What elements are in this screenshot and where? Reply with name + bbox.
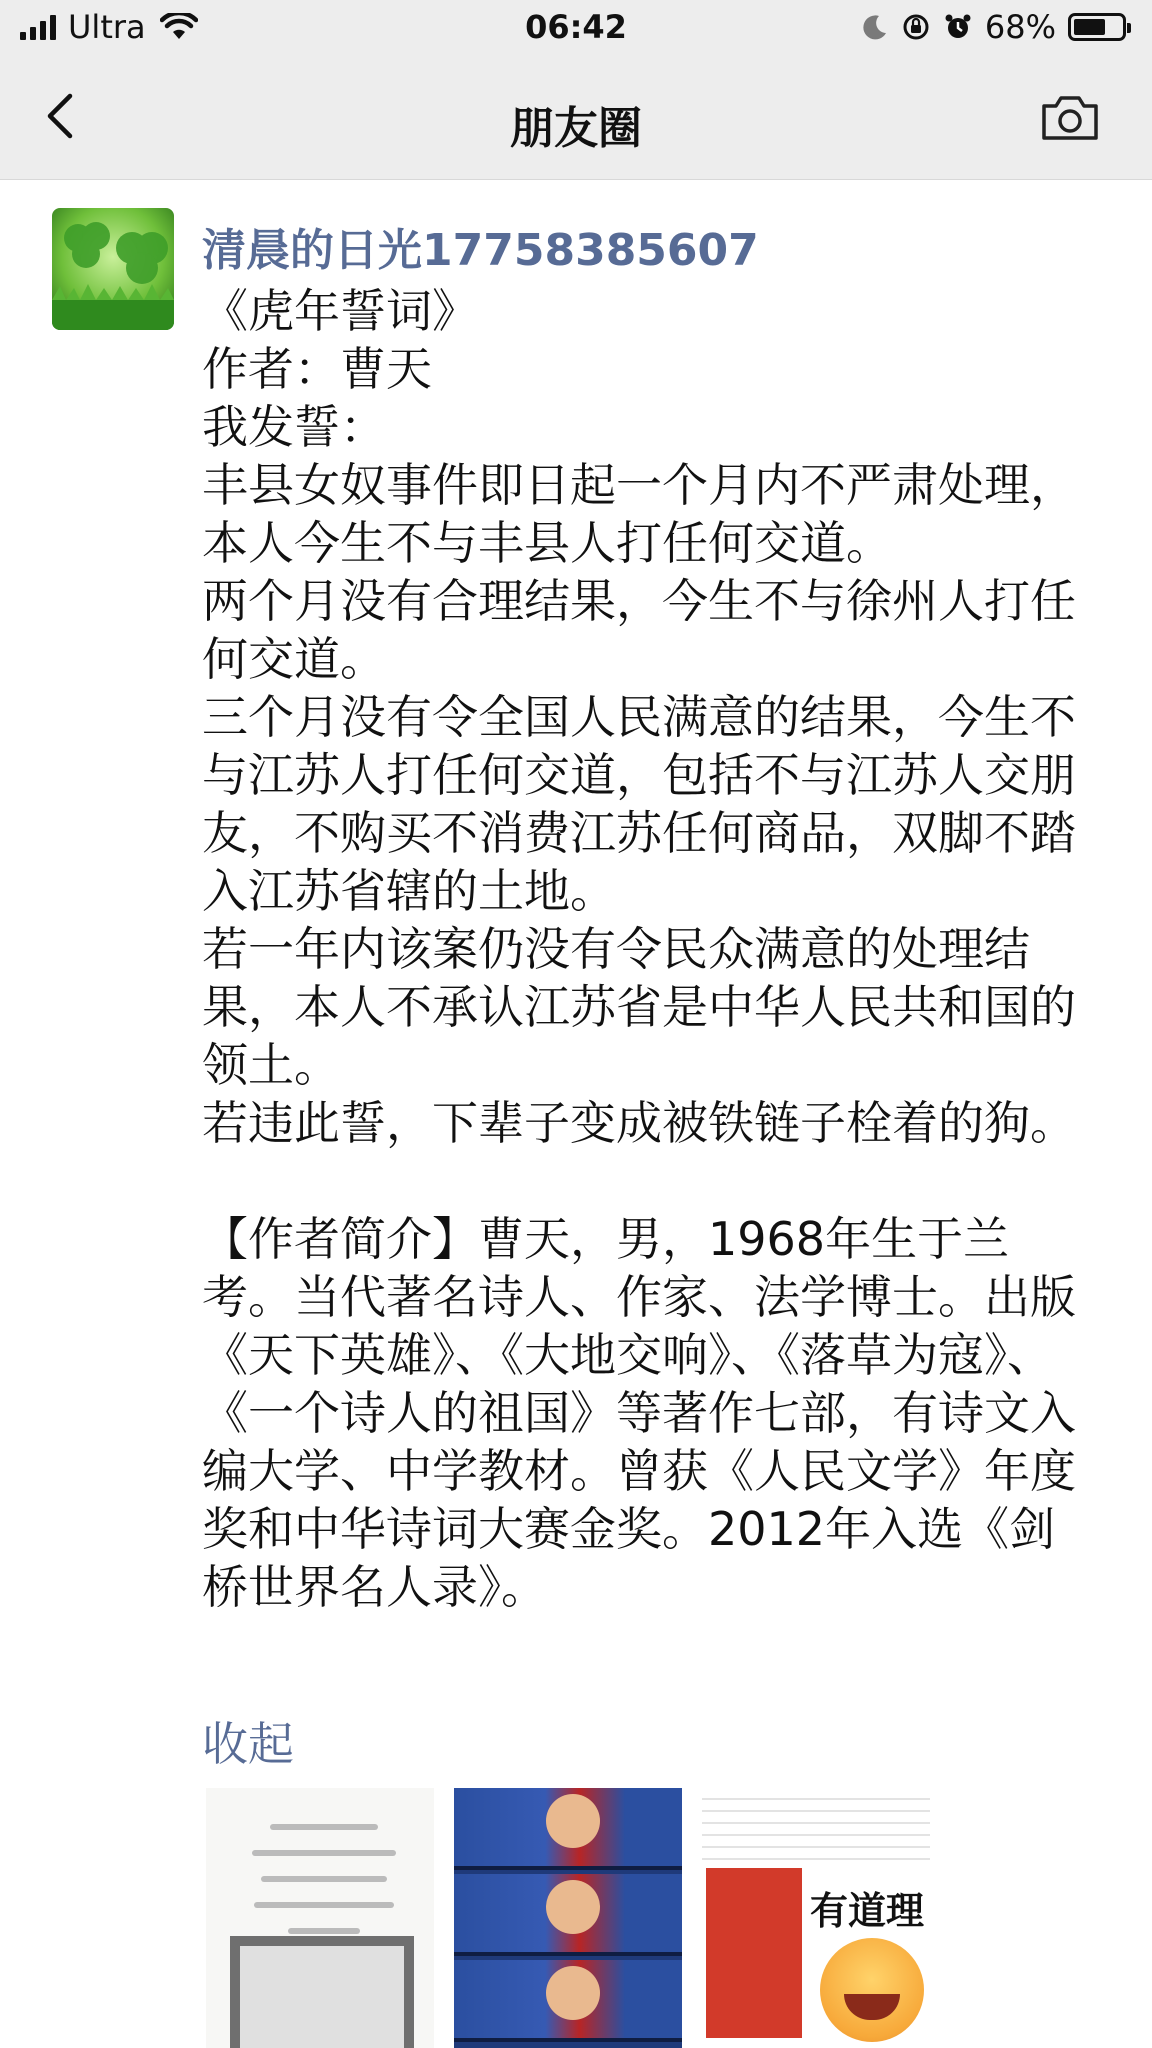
status-right (861, 8, 1126, 46)
avatar[interactable] (52, 208, 174, 330)
image-caption: 有道理 (810, 1889, 925, 1933)
page-title: 朋友圈 (510, 103, 642, 154)
carrier-name: Ultra (68, 8, 146, 46)
post-image-1[interactable] (206, 1788, 434, 2048)
battery-percent: 68% (984, 8, 1056, 46)
post-text: 《虎年誓词》 作者：曹天 我发誓： 丰县女奴事件即日起一个月内不严肃处理，本人今生不与丰县人打任何交道。 两个月没有合理结果，今生不与徐州人打任何交道。 三个月没有令全国人民满意的结果，今生不与江苏人打任何交道，包括不与江苏人交朋友，不购买不消费江苏任何商品，双脚不踏入江苏省辖的土地。 若一年内该案仍没有令民众满意的处理结果，本人不承认江苏省是中华人民共和国的领土。 若违此誓，下辈子变成被铁链子栓着的狗。 【作者简介】曹天，男，1968年生于兰考。当代著名诗人、作家、法学博士。出版《天下英雄》、《大地交响》、《落草为寇》、《一个诗人的祖国》等著作七部，有诗文入编大学、中学教材。曾获《人民文学》年度奖和中华诗词大赛金奖。2012年入选《剑桥世界名人录》。 (202, 284, 1076, 1614)
framed-photo (230, 1936, 414, 2048)
camera-icon (1038, 92, 1102, 144)
rotation-lock-icon (901, 12, 931, 42)
collapse-link[interactable]: 收起 (202, 1717, 294, 1771)
image-text-lines (702, 1788, 930, 1860)
laughing-emoji-icon (820, 1938, 924, 2042)
moon-icon (861, 13, 889, 41)
status-bar (0, 0, 1152, 56)
camera-button[interactable] (1038, 92, 1102, 144)
author-name[interactable]: 清晨的日光17758385607 (202, 225, 759, 276)
red-poster (706, 1868, 802, 2038)
nav-bar (0, 56, 1152, 180)
post-images (206, 1788, 930, 2048)
post-image-3[interactable] (702, 1788, 930, 2048)
clover-avatar-image (52, 208, 174, 330)
status-time: 06:42 (525, 8, 627, 46)
battery-icon (1068, 13, 1126, 41)
post-image-2[interactable] (454, 1788, 682, 2048)
alarm-icon (943, 12, 973, 42)
